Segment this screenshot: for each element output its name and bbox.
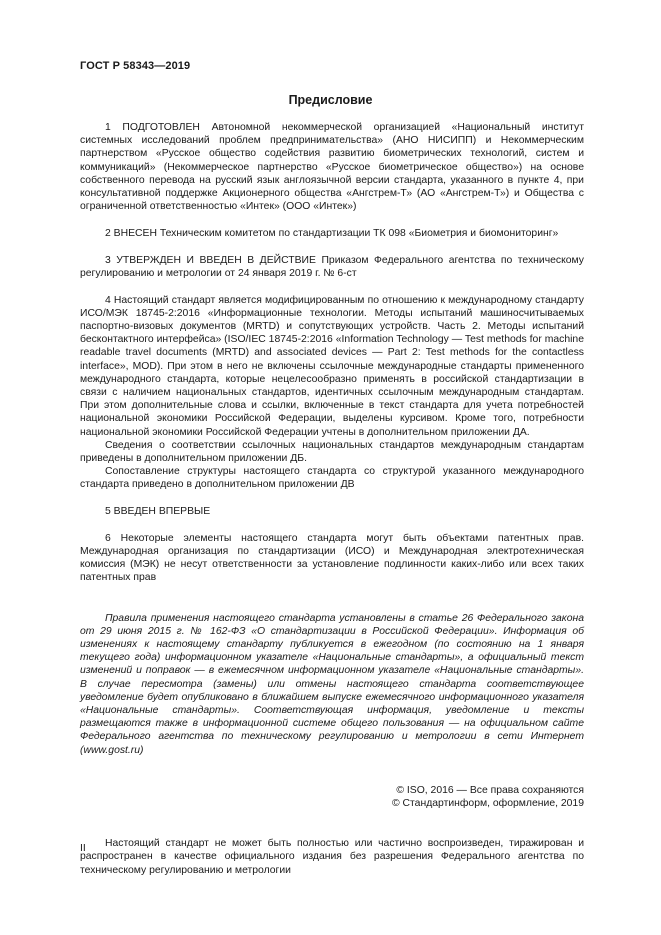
foreword-body (80, 121, 584, 877)
rules-notice-block (80, 612, 584, 757)
copyright-block (80, 784, 584, 810)
section-1-paragraph: 1 ПОДГОТОВЛЕН Автономной некоммерческой организацией «Национальный институт системных исследований проблем предпринимательства» (АНО НИСИПП) и Некоммерческим партнерством «Русское общество содействия развитию биометрических технологий, систем и коммуникаций» (Некоммерческое партнерство «Русское биометрическое общество») на основе собственного перевода на русский язык англоязычной версии стандарта, указанного в пункте 4, при консультативной поддержке Акционерного общества «Ангстрем-Т» (АО «Ангстрем-Т») и Общества с ограниченной ответственностью «Интек» (ООО «Интек») (80, 122, 584, 213)
page-number: II (80, 843, 86, 854)
section-5-paragraph: 5 ВВЕДЕН ВПЕРВЫЕ (105, 506, 211, 518)
section-4-references-paragraph: Сведения о соответствии ссылочных национальных стандартов международным стандартам приведены в дополнительном приложении ДБ. (80, 439, 584, 464)
rules-notice: Правила применения настоящего стандарта установлены в статье 26 Федерального закона от 29 июня 2015 г. № 162-ФЗ «О стандартизации в Российской Федерации». Информация об изменениях к настоящему стандарту публикуется в ежегодном (по состоянию на 1 января текущего года) информационном указателе «Национальные стандарты», а официальный текст изменений и поправок — в ежемесячном информационном указателе «Национальные стандарты». В случае пересмотра (замены) или отмены настоящего стандарта соответствующее уведомление будет опубликовано в ближайшем выпуске ежемесячного информационного указателя «Национальные стандарты». Соответствующая информация, уведомление и тексты размещаются также в информационной системе общего пользования — на официальном сайте Федерального агентства по техническому регулированию и метрологии в сети Интернет (www.gost.ru) (80, 612, 584, 756)
standard-code: ГОСТ Р 58343—2019 (80, 60, 191, 72)
section-3-paragraph: 3 УТВЕРЖДЕН И ВВЕДЕН В ДЕЙСТВИЕ Приказом Федерального агентства по техническому регулированию и метрологии от 24 января 2019 г. № 6-ст (80, 254, 584, 279)
section-2-paragraph: 2 ВНЕСЕН Техническим комитетом по стандартизации ТК 098 «Биометрия и биомониторинг» (105, 227, 559, 239)
reproduction-notice: Настоящий стандарт не может быть полностью или частично воспроизведен, тиражирован и распространен в качестве официального издания без разрешения Федерального агентства по техническому регулированию и метрологии (80, 838, 584, 876)
copyright-iso: © ISO, 2016 — Все права сохраняются (396, 784, 584, 796)
section-4-structure-paragraph: Сопоставление структуры настоящего стандарта со структурой указанного международного стандарта приведено в дополнительном приложении ДВ (80, 466, 584, 491)
section-6-paragraph: 6 Некоторые элементы настоящего стандарта могут быть объектами патентных прав. Международная организация по стандартизации (ИСО) и Международная электротехническая комиссия (МЭК) не несут ответственности за установление подлинности каких-либо или всех таких патентных прав (80, 532, 584, 584)
section-4-paragraph: 4 Настоящий стандарт является модифицированным по отношению к международному стандарту ИСО/МЭК 18745-2:2016 «Информационные технологии. Методы испытаний машиносчитываемых паспортно-визовых документов (MRTD) и сопутствующих устройств. Часть 2. Методы испытаний бесконтактного интерфейса» (ISO/IEC 18745-2:2016 «Information Technology — Test methods for machine readable travel documents (MRTD) and associated devices — Part 2: Test methods for the contactless interface», MOD). При этом в него не включены ссылочные международные стандарты примененного международного стандарта, которые нецелесообразно применять в российской стандартизации в связи с наличием национальных стандартов, идентичных ссылочным международным стандартам. При этом дополнительные слова и ссылки, включенные в текст стандарта для учета потребностей национальной экономики Российской Федерации, выделены курсивом. Кроме того, потребности национальной экономики Российской Федерации учтены в дополнительном приложении ДА. (80, 294, 584, 438)
copyright-standartinform: © Стандартинформ, оформление, 2019 (391, 798, 584, 810)
page-title: Предисловие (288, 93, 373, 107)
